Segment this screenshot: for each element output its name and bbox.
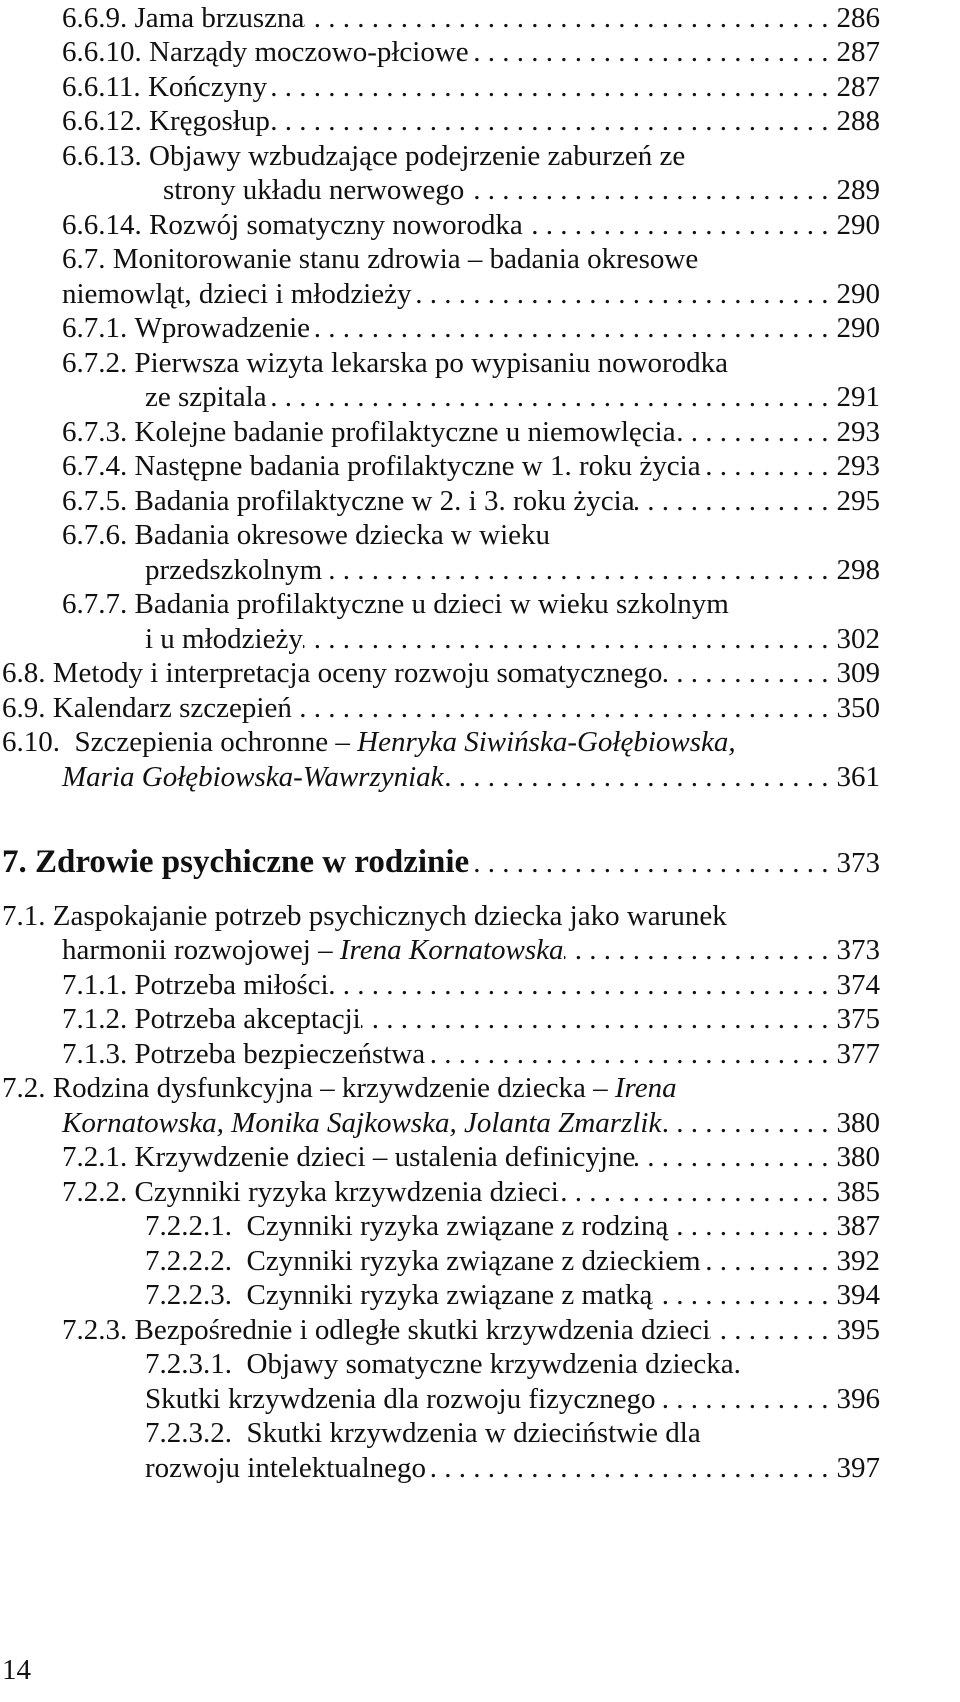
toc-entry	[145, 1277, 880, 1313]
dot-leader	[701, 1243, 829, 1279]
toc-number: 6.6.12.	[62, 105, 142, 137]
toc-page: 373	[836, 847, 880, 879]
toc-entry-continuation	[163, 172, 880, 208]
toc-page: 293	[836, 416, 880, 448]
toc-title: Badania profilaktyczne w 2. i 3. roku życia	[134, 485, 635, 517]
toc-title: Badania profilaktyczne u dzieci w wieku szkolnym	[134, 588, 729, 620]
toc-number: 7.2.2.2.	[145, 1245, 232, 1277]
toc-title: Potrzeba akceptacji	[134, 1003, 361, 1035]
dot-leader	[426, 1450, 828, 1486]
toc-entry	[62, 310, 880, 346]
toc-title: Kolejne badanie profilaktyczne u niemowlęcia	[134, 416, 676, 448]
toc-entry	[2, 724, 880, 760]
toc-chapter-heading	[2, 840, 880, 884]
toc-title: niemowląt, dzieci i młodzieży	[62, 278, 412, 310]
toc-entry	[62, 1174, 880, 1210]
toc-entry	[62, 345, 880, 381]
toc-title: Objawy somatyczne krzywdzenia dziecka.	[246, 1348, 741, 1380]
dot-leader	[652, 1277, 828, 1313]
toc-entry	[62, 448, 880, 484]
toc-entry-continuation	[62, 1105, 880, 1141]
toc-title: Bezpośrednie i odległe skutki krzywdzenia dzieci	[134, 1314, 711, 1346]
dot-leader	[322, 552, 828, 588]
toc-entry	[62, 1036, 880, 1072]
toc-entry	[62, 1312, 880, 1348]
toc-number: 6.9.	[2, 692, 46, 724]
toc-title: Monitorowanie stanu zdrowia – badania okresowe	[112, 243, 699, 275]
toc-title: strony układu nerwowego	[163, 174, 465, 206]
toc-page: 380	[836, 1141, 880, 1173]
toc-number: 6.7.3.	[62, 416, 128, 448]
toc-page: 290	[836, 209, 880, 241]
toc-page: 394	[836, 1279, 880, 1311]
dot-leader	[267, 379, 829, 415]
toc-page: 397	[836, 1452, 880, 1484]
toc-page: 375	[836, 1003, 880, 1035]
toc-entry	[2, 655, 880, 691]
dot-leader	[469, 841, 828, 885]
toc-title: Czynniki ryzyka związane z rodziną	[246, 1210, 669, 1242]
toc-number: 7.1.	[2, 900, 46, 932]
toc-title: przedszkolnym	[145, 554, 323, 586]
toc-author: Irena Kornatowska	[339, 934, 564, 966]
toc-number: 6.7.1.	[62, 312, 128, 344]
toc-entry	[62, 241, 880, 277]
toc-number: 7.2.2.	[62, 1176, 128, 1208]
dot-leader	[304, 0, 828, 36]
toc-title: Kalendarz szczepień	[52, 692, 292, 724]
dot-leader	[701, 448, 829, 484]
toc-title: Kręgosłup	[149, 105, 270, 137]
toc-title: Wprowadzenie	[134, 312, 311, 344]
toc-page: 392	[836, 1245, 880, 1277]
toc-page: 298	[836, 554, 880, 586]
toc-number: 6.7.4.	[62, 450, 128, 482]
toc-page: 380	[836, 1107, 880, 1139]
toc-title: Objawy wzbudzające podejrzenie zaburzeń ze	[149, 140, 686, 172]
toc-page: 373	[836, 934, 880, 966]
toc-entry	[62, 34, 880, 70]
dot-leader	[662, 655, 828, 691]
toc-entry-continuation	[145, 379, 880, 415]
toc-title: Kończyny	[147, 71, 268, 103]
toc-entry-continuation	[145, 552, 880, 588]
toc-entry	[62, 967, 880, 1003]
toc-page: 287	[836, 36, 880, 68]
toc-entry	[62, 483, 880, 519]
page-number: 14	[2, 1654, 31, 1686]
dot-leader	[329, 967, 829, 1003]
toc-title: Metody i interpretacja oceny rozwoju somatycznego	[52, 657, 663, 689]
toc-title: Szczepienia ochronne – Henryka Siwińska-Gołębiowska,	[74, 726, 736, 758]
toc-page: 385	[836, 1176, 880, 1208]
dot-leader	[523, 207, 829, 243]
toc-page: 350	[836, 692, 880, 724]
dot-leader	[469, 34, 829, 70]
dot-leader	[444, 759, 829, 795]
toc-number: 6.6.14.	[62, 209, 142, 241]
toc-title: Jama brzuszna	[134, 2, 305, 34]
toc-number: 7.1.1.	[62, 969, 128, 1001]
toc-page: 286	[836, 2, 880, 34]
dot-leader	[676, 414, 829, 450]
dot-leader	[656, 1381, 829, 1417]
toc-number: 7.2.2.1.	[145, 1210, 232, 1242]
toc-title: Rodzina dysfunkcyjna – krzywdzenie dziecka – Irena	[52, 1072, 677, 1104]
toc-author: Irena	[614, 1072, 677, 1104]
toc-number: 6.10.	[2, 726, 60, 758]
toc-number: 6.6.9.	[62, 2, 128, 34]
toc-number: 6.7.5.	[62, 485, 128, 517]
toc-number: 7.2.	[2, 1072, 46, 1104]
toc-page: 395	[836, 1314, 880, 1346]
toc-number: 7.2.2.3.	[145, 1279, 232, 1311]
dot-leader	[412, 276, 829, 312]
dot-leader	[310, 310, 828, 346]
toc-number: 6.7.2.	[62, 347, 128, 379]
toc-author: Kornatowska, Monika Sajkowska, Jolanta Zmarzlik	[62, 1107, 662, 1139]
toc-page: 377	[836, 1038, 880, 1070]
toc-number: 6.6.13.	[62, 140, 142, 172]
toc-entry	[145, 1346, 880, 1382]
toc-page: 302	[836, 623, 880, 655]
toc-title: Zaspokajanie potrzeb psychicznych dziecka jako warunek	[52, 900, 727, 932]
toc-title: Następne badania profilaktyczne w 1. roku życia	[134, 450, 701, 482]
toc-number: 7.1.3.	[62, 1038, 128, 1070]
toc-entry	[145, 1243, 880, 1279]
toc-number: 7.2.3.	[62, 1314, 128, 1346]
toc-entry	[62, 0, 880, 36]
dot-leader	[564, 932, 829, 968]
toc-number: 6.8.	[2, 657, 46, 689]
toc-page: 287	[836, 71, 880, 103]
toc-entry-continuation	[62, 759, 880, 795]
toc-title: Rozwój somatyczny noworodka	[149, 209, 523, 241]
toc-entry	[62, 414, 880, 450]
toc-number: 7.2.3.2.	[145, 1417, 232, 1449]
toc-entry-continuation	[145, 621, 880, 657]
toc-number: 6.6.11.	[62, 71, 141, 103]
toc-page: 396	[836, 1383, 880, 1415]
toc-page: 290	[836, 278, 880, 310]
dot-leader	[635, 483, 829, 519]
toc-entry	[62, 1139, 880, 1175]
toc-page: 361	[836, 761, 880, 793]
dot-leader	[425, 1036, 828, 1072]
toc-number: 6.7.	[62, 243, 106, 275]
toc-entry-continuation	[62, 932, 880, 968]
toc-entry	[62, 586, 880, 622]
toc-author: Maria Gołębiowska-Wawrzyniak	[62, 761, 444, 793]
toc-title: Czynniki ryzyka krzywdzenia dzieci	[134, 1176, 559, 1208]
toc-page: 309	[836, 657, 880, 689]
dot-leader	[270, 103, 829, 139]
toc-page: 295	[836, 485, 880, 517]
dot-leader	[292, 690, 829, 726]
toc-entry	[145, 1208, 880, 1244]
toc-author: Henryka Siwińska-Gołębiowska,	[357, 726, 736, 758]
toc-title: Skutki krzywdzenia dla rozwoju fizycznego	[145, 1383, 656, 1415]
toc-entry-continuation	[145, 1381, 880, 1417]
toc-number: 6.7.7.	[62, 588, 128, 620]
toc-number: 7.2.1.	[62, 1141, 128, 1173]
dot-leader	[559, 1174, 829, 1210]
dot-leader	[361, 1001, 829, 1037]
toc-number: 7.1.2.	[62, 1003, 128, 1035]
toc-title: i u młodzieży	[145, 623, 303, 655]
toc-entry	[62, 69, 880, 105]
toc-entry	[62, 138, 880, 174]
toc-title: Badania okresowe dziecka w wieku	[134, 519, 551, 551]
toc-page: 288	[836, 105, 880, 137]
toc-number: 7.2.3.1.	[145, 1348, 232, 1380]
toc-title: Potrzeba miłości	[134, 969, 329, 1001]
dot-leader	[635, 1139, 828, 1175]
toc-page: 387	[836, 1210, 880, 1242]
toc-title: Potrzeba bezpieczeństwa	[134, 1038, 426, 1070]
toc-number: 6.6.10.	[62, 36, 142, 68]
toc-entry-continuation	[145, 1450, 880, 1486]
toc-title: Czynniki ryzyka związane z matką	[246, 1279, 653, 1311]
toc-title: Narządy moczowo-płciowe	[149, 36, 469, 68]
toc-title: Pierwsza wizyta lekarska po wypisaniu noworodka	[134, 347, 729, 379]
toc-title: rozwoju intelektualnego	[145, 1452, 427, 1484]
toc-entry-continuation	[62, 276, 880, 312]
toc-entry	[2, 898, 880, 934]
toc-entry	[2, 690, 880, 726]
toc-title: Skutki krzywdzenia w dzieciństwie dla	[246, 1417, 701, 1449]
dot-leader	[668, 1208, 828, 1244]
toc-title: ze szpitala	[145, 381, 267, 413]
toc-entry	[62, 207, 880, 243]
toc-chapter-title: 7. Zdrowie psychiczne w rodzinie	[2, 844, 470, 880]
toc-page: 374	[836, 969, 880, 1001]
toc-title: Krzywdzenie dzieci – ustalenia definicyjne	[134, 1141, 636, 1173]
dot-leader	[464, 172, 828, 208]
toc-page: 291	[836, 381, 880, 413]
toc-entry	[62, 1001, 880, 1037]
dot-leader	[710, 1312, 828, 1348]
toc-title: harmonii rozwojowej – Irena Kornatowska	[62, 934, 564, 966]
toc-entry	[2, 1070, 880, 1106]
toc-page: 293	[836, 450, 880, 482]
toc-number: 6.7.6.	[62, 519, 128, 551]
toc-page: 290	[836, 312, 880, 344]
dot-leader	[303, 621, 829, 657]
dot-leader	[267, 69, 828, 105]
toc-entry	[62, 517, 880, 553]
toc-entry	[62, 103, 880, 139]
toc-entry	[145, 1415, 880, 1451]
toc-title: Czynniki ryzyka związane z dzieckiem	[246, 1245, 701, 1277]
toc-page: 289	[836, 174, 880, 206]
dot-leader	[661, 1105, 828, 1141]
